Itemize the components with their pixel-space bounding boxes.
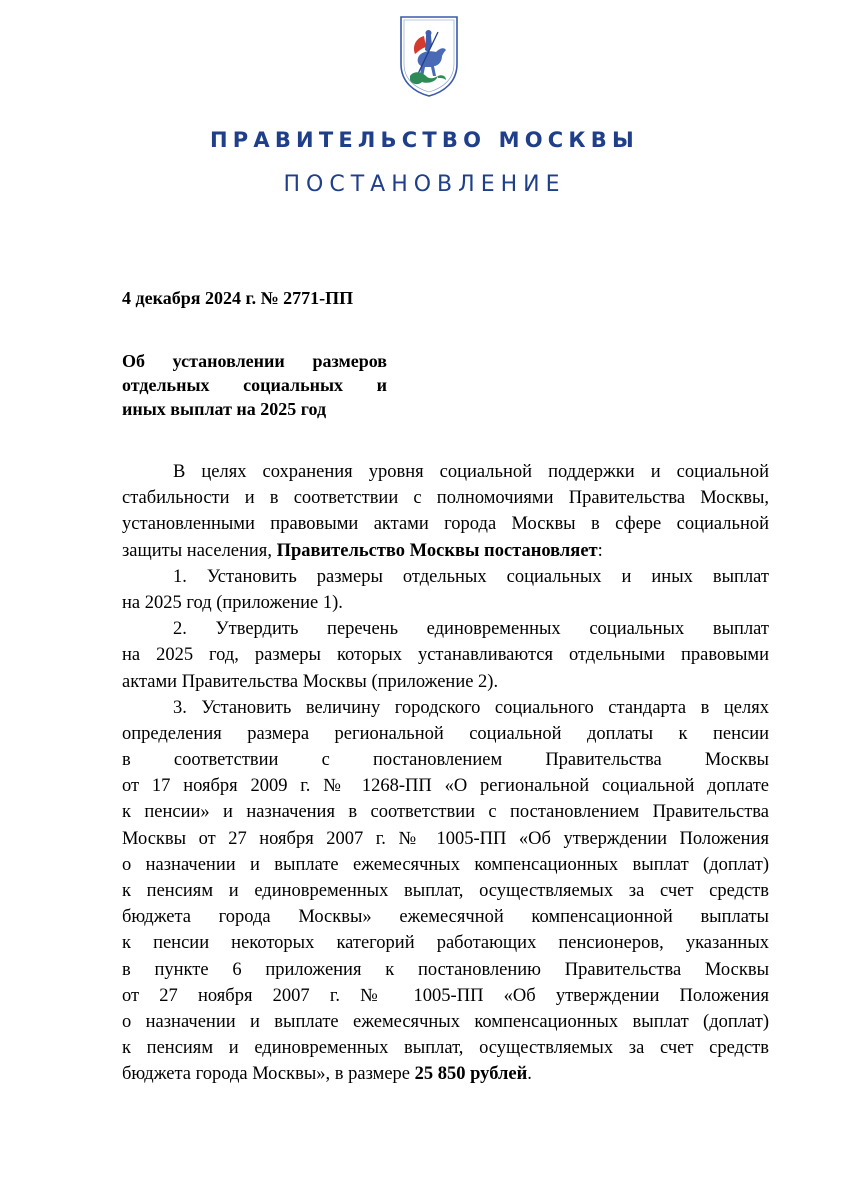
subject-line: иных выплат на 2025 год — [122, 399, 327, 419]
body-line: Москвы от 27 ноября 2007 г. № 1005-ПП «Об утверждении Положения — [122, 828, 769, 849]
body-line: о назначении и выплате ежемесячных компенсационных выплат (доплат) — [122, 854, 769, 875]
text-run: защиты населения, — [122, 540, 277, 561]
body-line: 1. Установить размеры отдельных социальных и иных выплат — [173, 566, 769, 587]
body-line: к пенсиям и единовременных выплат, осуществляемых за счет средств — [122, 1038, 769, 1059]
body-line: на 2025 год, размеры которых устанавливаются отдельными правовыми — [122, 645, 769, 666]
document-body — [122, 459, 769, 1088]
subject-line: Об установлении размеров — [122, 351, 387, 371]
org-title: ПРАВИТЕЛЬСТВО МОСКВЫ — [210, 128, 639, 152]
text-run: бюджета города Москвы», в размере — [122, 1064, 415, 1085]
body-line: бюджета города Москвы» ежемесячной компенсационной выплаты — [122, 907, 769, 928]
payment-amount: 25 850 рублей — [414, 1064, 528, 1085]
body-line: к пенсии некоторых категорий работающих пенсионеров, указанных — [122, 933, 769, 954]
body-line: от 27 ноября 2007 г. № 1005-ПП «Об утверждении Положения — [122, 985, 769, 1006]
moscow-coat-of-arms-icon — [398, 14, 460, 98]
body-line: в пункте 6 приложения к постановлению Правительства Москвы — [122, 959, 769, 980]
document-subject — [122, 349, 387, 421]
body-line: В целях сохранения уровня социальной поддержки и социальной — [173, 462, 769, 482]
body-line: установленными правовыми актами города Москвы в сфере социальной — [122, 514, 769, 535]
body-line — [122, 1061, 769, 1087]
body-line: 3. Установить величину городского социального стандарта в целях — [173, 697, 769, 718]
text-run: . — [527, 1064, 532, 1085]
body-line: о назначении и выплате ежемесячных компенсационных выплат (доплат) — [122, 1011, 769, 1032]
body-line: к пенсии» и назначения в соответствии с постановлением Правительства — [122, 802, 769, 823]
body-line: 2. Утвердить перечень единовременных социальных выплат — [173, 619, 769, 640]
body-line: актами Правительства Москвы (приложение 2). — [122, 671, 499, 692]
body-line: на 2025 год (приложение 1). — [122, 592, 343, 613]
body-line — [122, 538, 769, 564]
date-and-number: 4 декабря 2024 г. № 2771-ПП — [122, 288, 354, 308]
body-line: от 17 ноября 2009 г. № 1268-ПП «О региональной социальной доплате — [122, 776, 769, 797]
body-line: в соответствии с постановлением Правительства Москвы — [122, 750, 769, 771]
body-line: стабильности и в соответствии с полномочиями Правительства Москвы, — [122, 488, 769, 509]
body-line: к пенсиям и единовременных выплат, осуществляемых за счет средств — [122, 881, 769, 901]
text-run: : — [597, 540, 603, 561]
bold-text-run: Правительство Москвы постановляет — [276, 540, 598, 561]
subject-line: отдельных социальных и — [122, 375, 387, 395]
document-type: ПОСТАНОВЛЕНИЕ — [283, 172, 566, 197]
body-line: определения размера региональной социальной доплаты к пенсии — [122, 723, 769, 744]
